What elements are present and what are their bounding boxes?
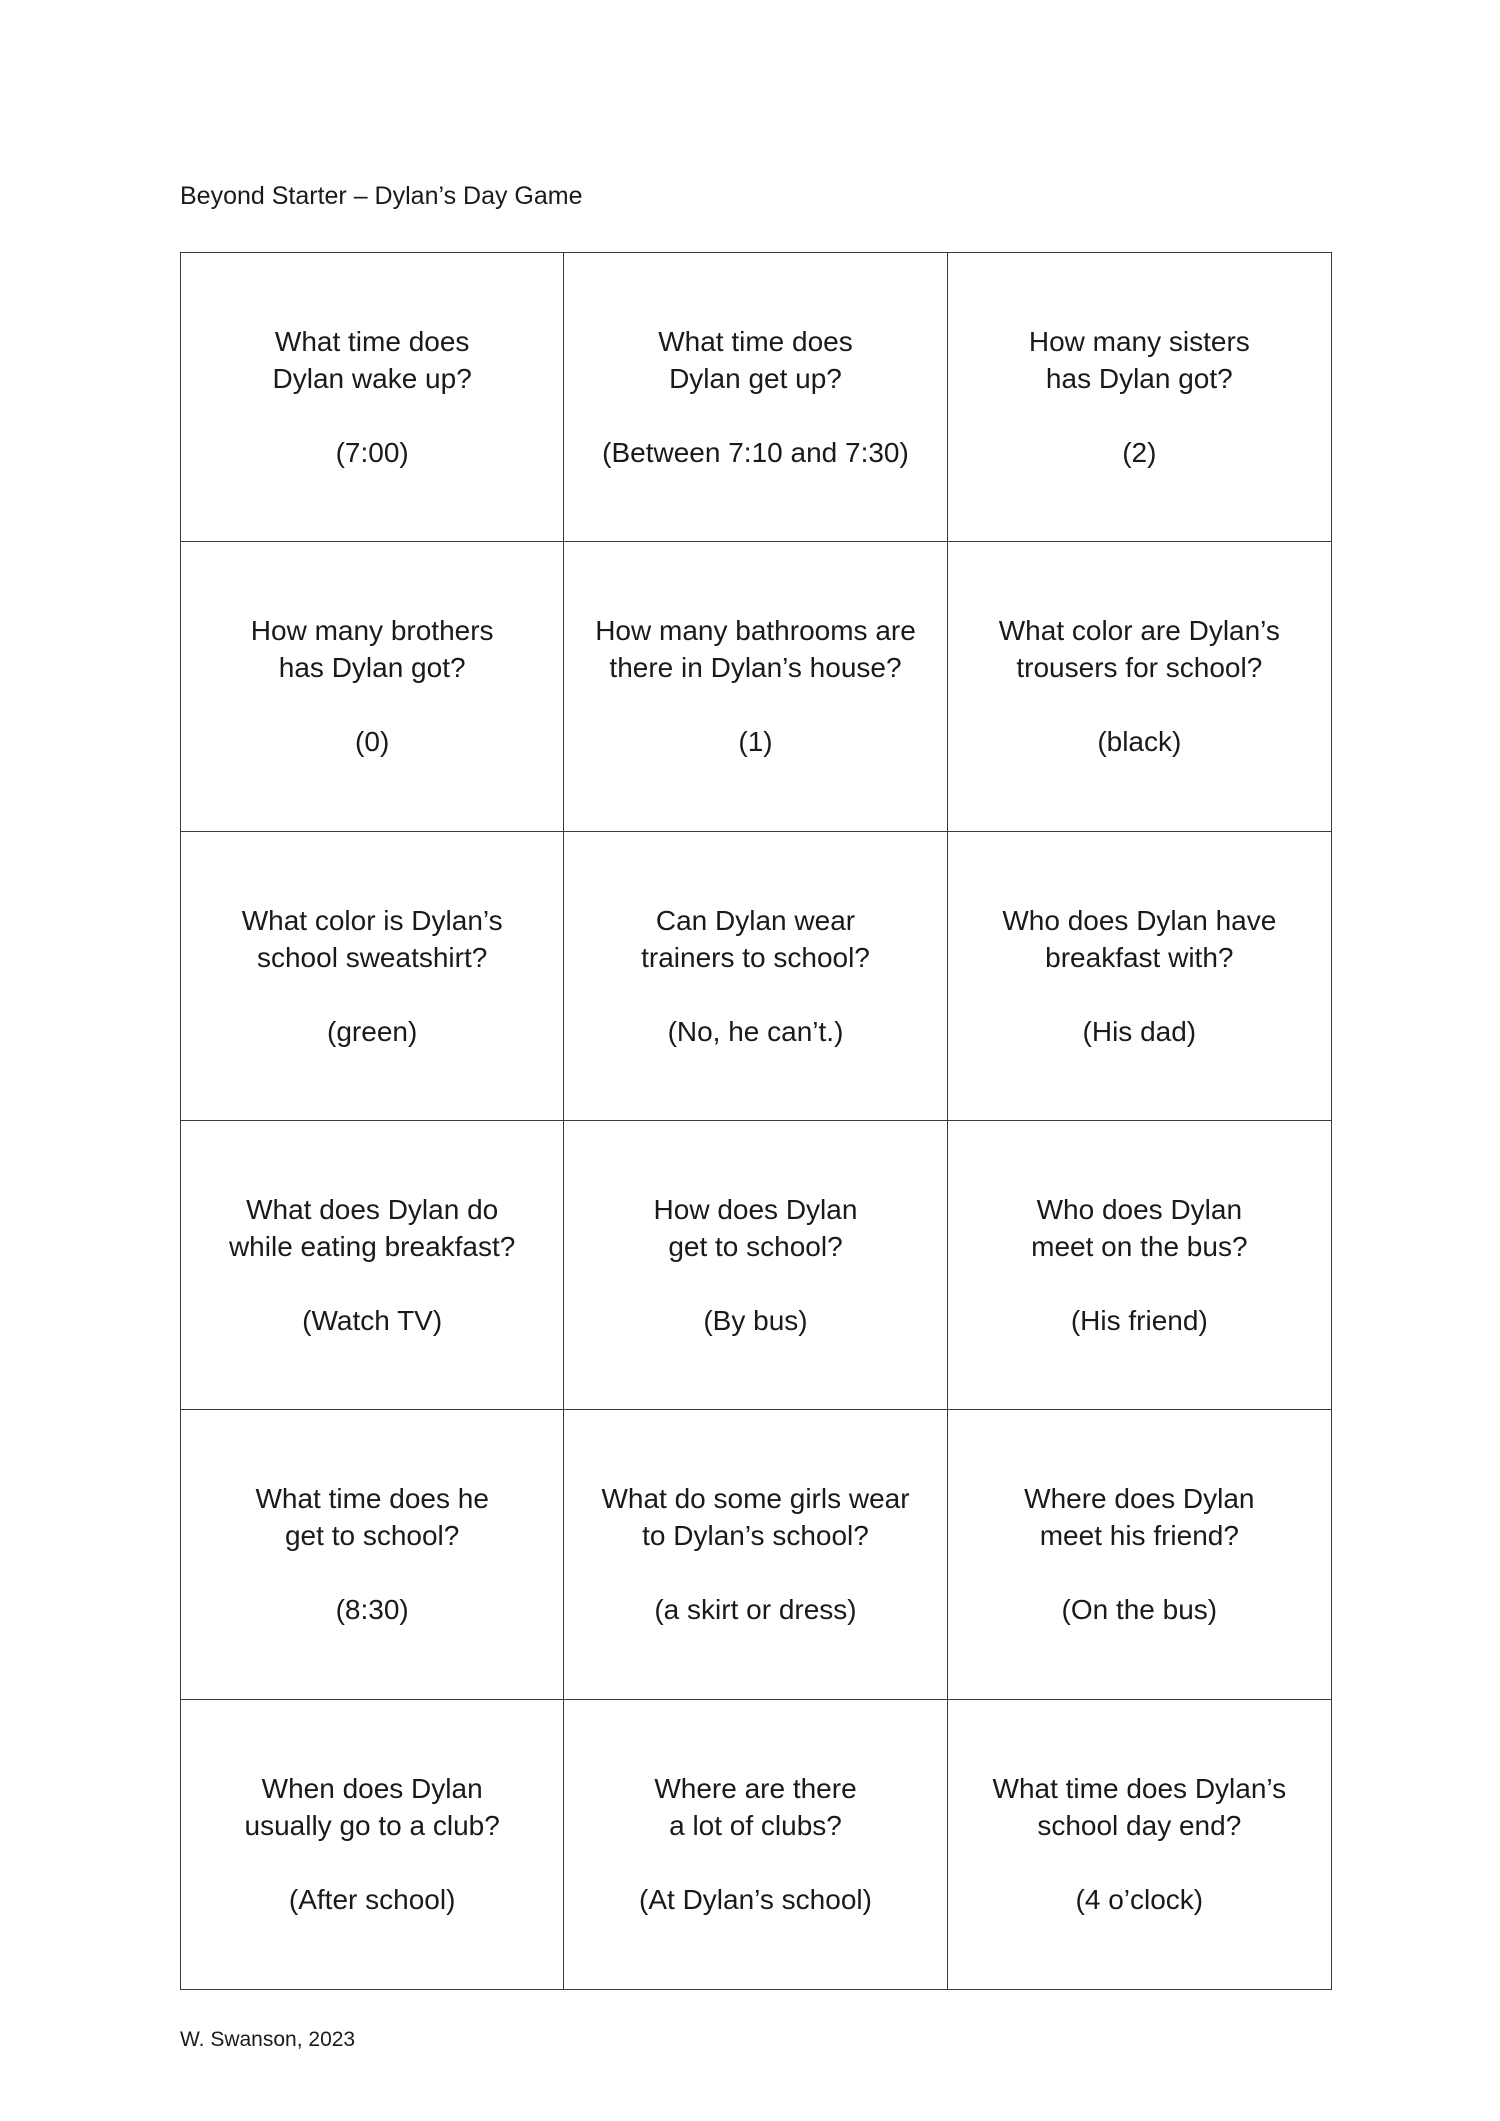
card-answer: (After school) [288,1883,456,1915]
question-card [181,542,564,831]
card-answer: (a skirt or dress) [654,1594,857,1626]
card-question: Where are there a lot of clubs? [654,1772,857,1841]
card-answer: (4 o’clock) [1075,1883,1204,1915]
question-card [948,253,1331,542]
card-answer: (By bus) [703,1305,808,1336]
card-answer: (0) [355,726,390,758]
question-card [564,542,947,831]
document-footer: W. Swanson, 2023 [180,2028,356,2051]
question-card [181,1410,564,1699]
card-answer: (No, he can’t.) [667,1015,844,1047]
card-answer: (8:30) [335,1594,409,1626]
question-card [564,1410,947,1699]
question-card [564,1700,947,1989]
card-question: When does Dylan usually go to a club? [244,1772,500,1841]
card-question: What does Dylan do while eating breakfast? [228,1194,516,1262]
question-card [564,832,947,1121]
card-question: What color are Dylan’s trousers for school? [998,615,1280,684]
card-question: How many brothers has Dylan got? [250,615,494,684]
card-answer: (black) [1097,726,1182,758]
card-question: How many bathrooms are there in Dylan’s house? [595,615,916,684]
question-card [181,1700,564,1989]
question-card [948,1410,1331,1699]
document-title: Beyond Starter – Dylan’s Day Game [180,182,583,210]
card-answer: (Watch TV) [302,1305,443,1336]
question-card [948,542,1331,831]
card-answer: (7:00) [335,437,409,468]
card-answer: (green) [327,1015,418,1047]
card-answer: (His friend) [1070,1305,1208,1336]
card-answer: (His dad) [1082,1015,1197,1047]
question-card [181,1121,564,1410]
card-question: What time does he get to school? [255,1483,489,1552]
card-question: What do some girls wear to Dylan’s school? [601,1483,910,1552]
card-question: What color is Dylan’s school sweatshirt? [241,904,503,973]
question-card [948,1121,1331,1410]
question-card [948,832,1331,1121]
card-question: Can Dylan wear trainers to school? [641,904,870,973]
card-question: How many sisters has Dylan got? [1028,326,1250,394]
card-answer: (On the bus) [1061,1594,1218,1626]
question-card [564,253,947,542]
question-card [564,1121,947,1410]
card-question: Who does Dylan have breakfast with? [1002,904,1277,973]
card-question: What time does Dylan’s school day end? [992,1772,1287,1841]
question-card-grid [180,252,1332,1990]
card-answer: (1) [738,726,773,758]
card-question: What time does Dylan get up? [658,326,853,394]
card-question: Where does Dylan meet his friend? [1024,1483,1255,1552]
card-answer: (At Dylan’s school) [639,1883,872,1915]
question-card [181,253,564,542]
card-question: How does Dylan get to school? [653,1194,858,1262]
question-card [948,1700,1331,1989]
card-question: What time does Dylan wake up? [272,326,472,394]
card-answer: (2) [1122,437,1157,468]
card-question: Who does Dylan meet on the bus? [1031,1194,1248,1262]
card-answer: (Between 7:10 and 7:30) [602,437,909,468]
question-card [181,832,564,1121]
